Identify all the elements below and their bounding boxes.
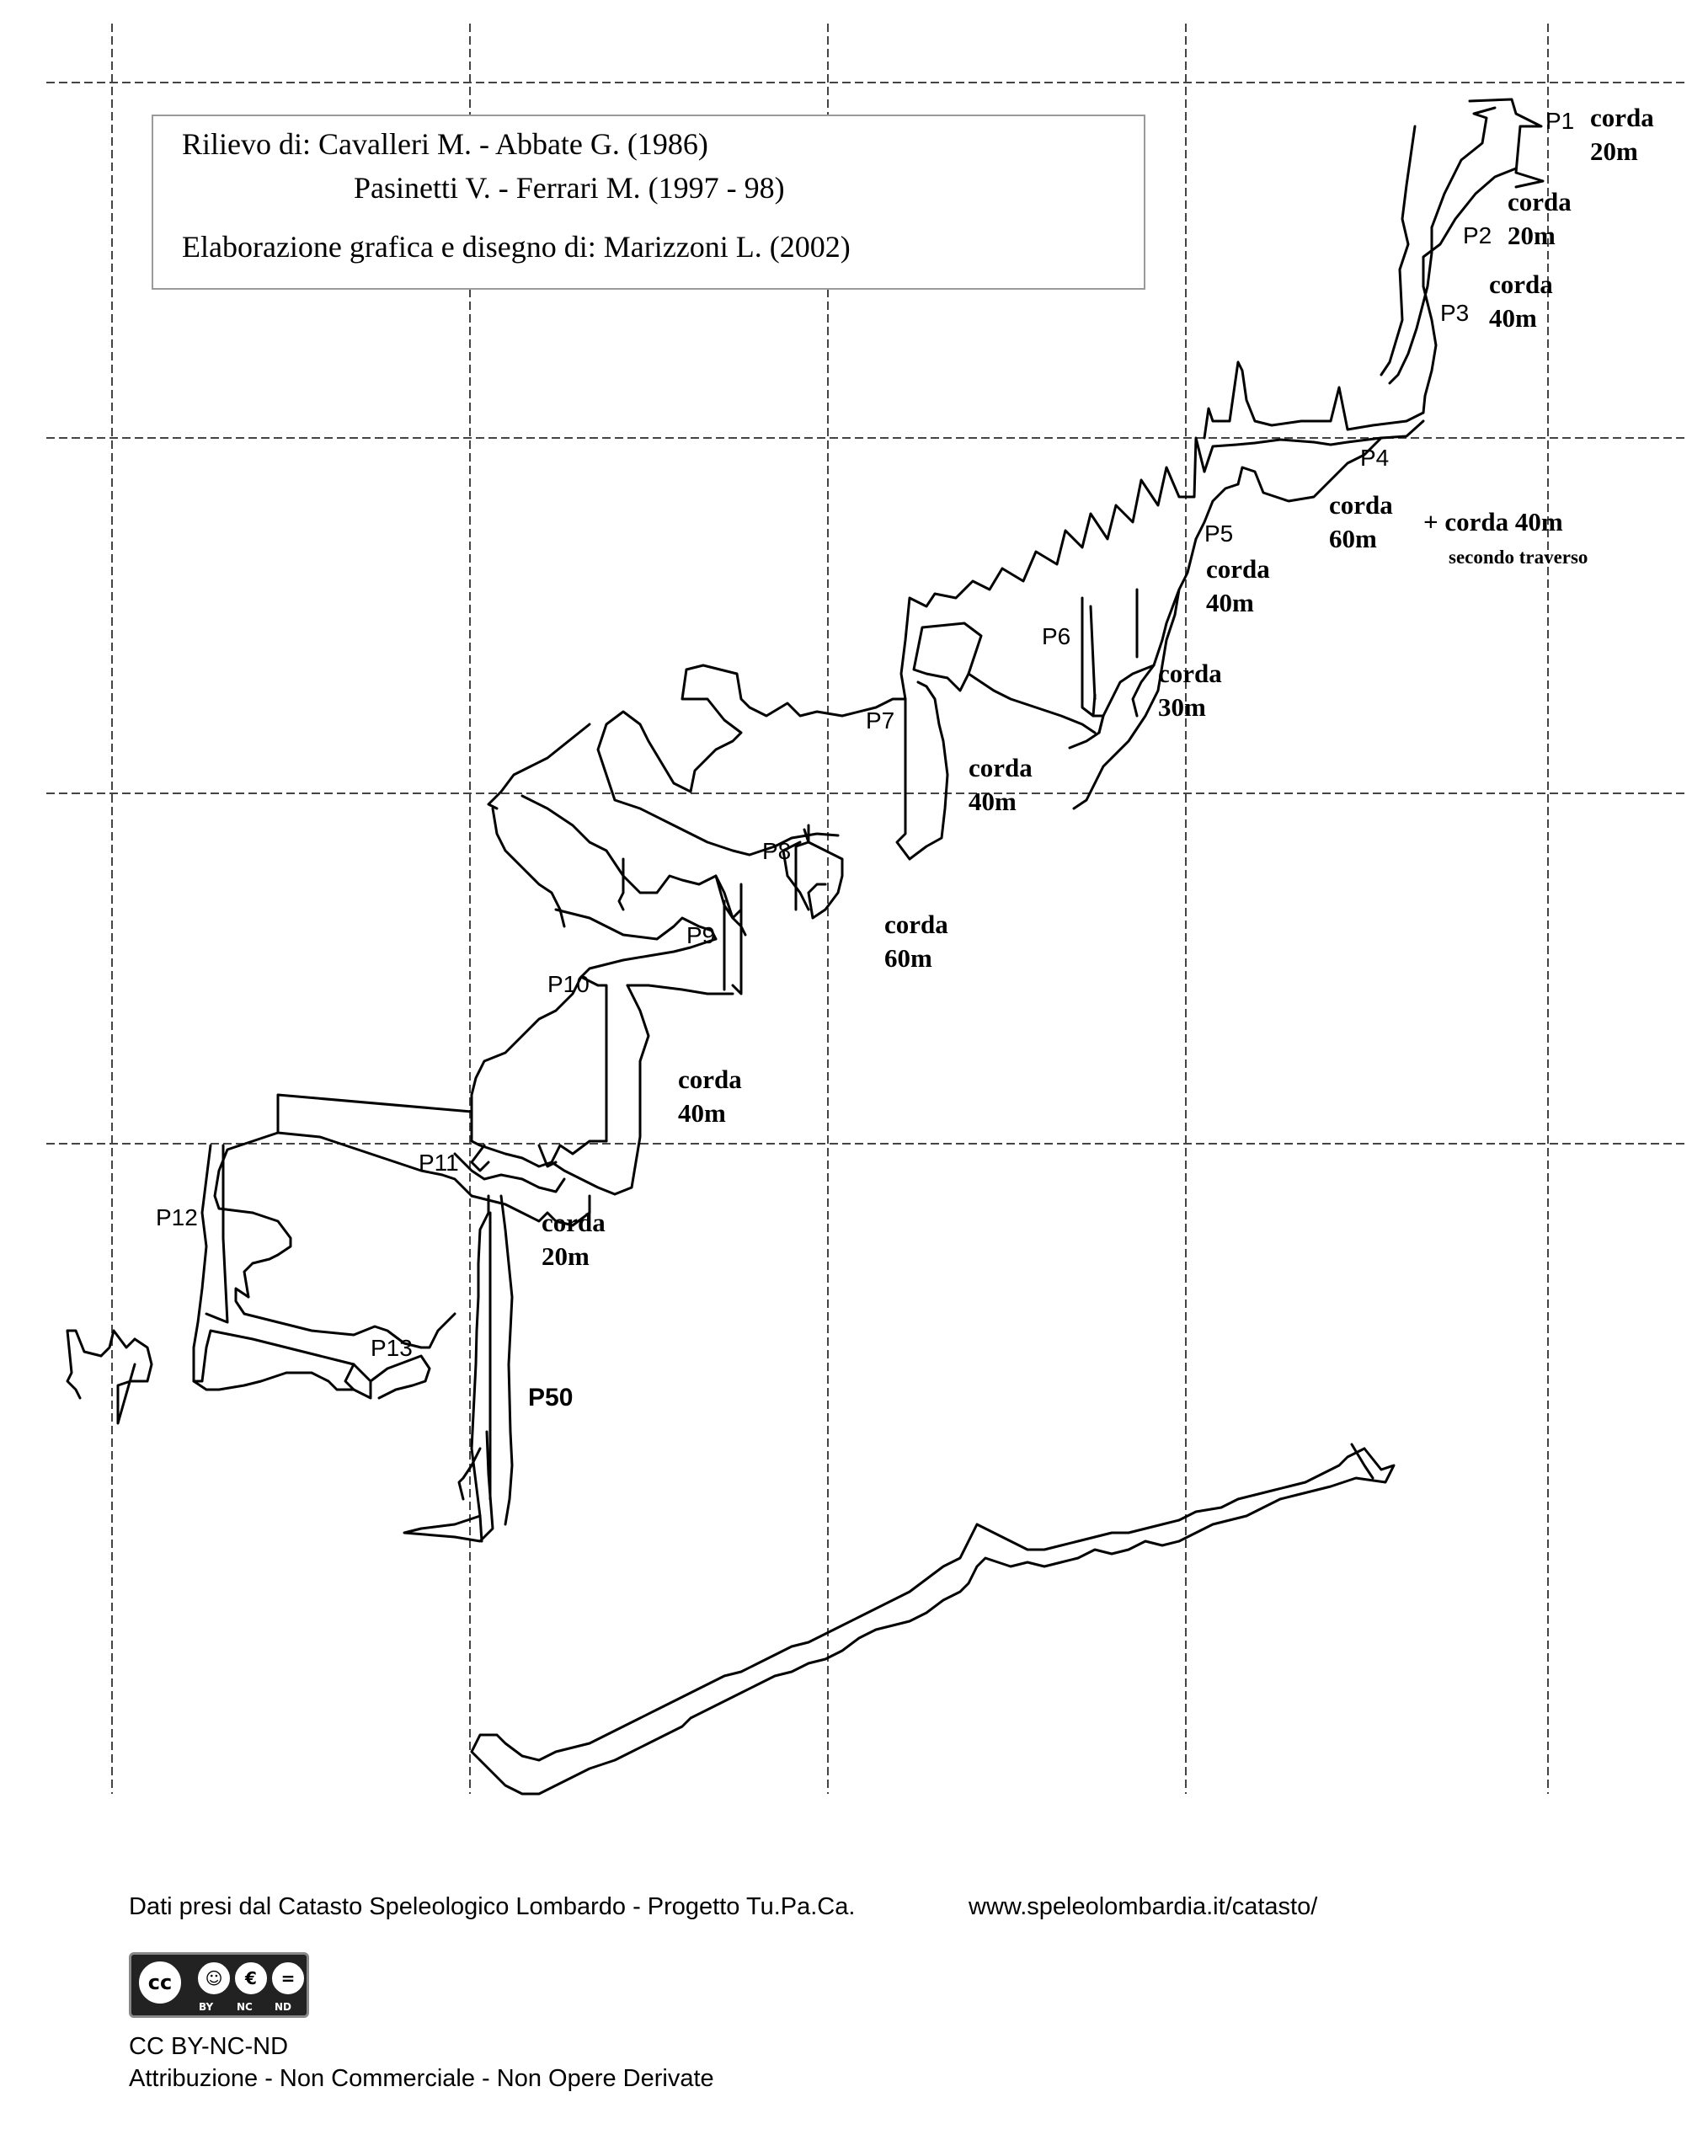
source-url: www.speleolombardia.it/catasto/: [969, 1893, 1318, 1920]
license-code: CC BY-NC-ND: [129, 2033, 289, 2060]
rope-label-3: [1489, 268, 1553, 335]
rope-word: corda: [1489, 270, 1553, 299]
pit-label-p6: P6: [1042, 623, 1071, 649]
rope-word: corda: [1329, 490, 1393, 520]
cc-icon: cc: [136, 1959, 184, 2006]
pit-label-p12: P12: [156, 1204, 198, 1230]
pit-label-p10: P10: [547, 971, 590, 997]
source-note: Dati presi dal Catasto Speleologico Lombardo - Progetto Tu.Pa.Ca.: [129, 1893, 856, 1920]
rope-label-2: [1508, 185, 1572, 253]
rope-label-4-extra: + corda 40m: [1423, 507, 1563, 536]
rope-length: 20m: [1508, 221, 1556, 250]
badge-by-text: BY: [199, 2001, 214, 2013]
rope-length: 60m: [884, 943, 932, 973]
rope-label-10: [542, 1206, 606, 1273]
credits-line-1: Rilievo di: Cavalleri M. - Abbate G. (1986): [182, 127, 708, 161]
rope-word: corda: [678, 1065, 742, 1094]
rope-label-8: [884, 908, 948, 975]
rope-length: 40m: [1206, 588, 1254, 617]
rope-label-4: [1329, 488, 1393, 556]
rope-word: corda: [542, 1208, 606, 1237]
rope-label-5: [1206, 552, 1270, 620]
pit-label-p1: P1: [1545, 108, 1575, 134]
cave-passages: [67, 99, 1543, 1794]
pit-label-p3: P3: [1440, 300, 1470, 326]
rope-label-1: [1590, 101, 1654, 168]
rope-length: 40m: [678, 1098, 726, 1128]
pit-label-p11: P11: [419, 1150, 459, 1176]
rope-word: corda: [969, 753, 1033, 782]
badge-nc-text: NC: [237, 2001, 253, 2013]
rope-word: corda: [1206, 554, 1270, 584]
badge-nd-text: ND: [275, 2001, 292, 2013]
rope-length: 20m: [1590, 136, 1638, 166]
credits-line-2: Pasinetti V. - Ferrari M. (1997 - 98): [354, 171, 785, 205]
credits-line-3: Elaborazione grafica e disegno di: Marizzoni L. (2002): [182, 230, 851, 264]
rope-length: 60m: [1329, 524, 1377, 553]
pit-label-p2: P2: [1463, 222, 1492, 248]
pit-label-p4: P4: [1360, 445, 1390, 471]
pit-label-p5: P5: [1204, 520, 1234, 547]
rope-label-9: [678, 1063, 742, 1130]
rope-label-6: [1158, 657, 1222, 724]
attribution-icon: ☺: [195, 1960, 232, 1997]
pit-label-p7: P7: [866, 707, 895, 734]
rope-word: corda: [1590, 103, 1654, 132]
license-text: Attribuzione - Non Commerciale - Non Opere Derivate: [129, 2065, 714, 2092]
noderivatives-icon: =: [270, 1960, 307, 1997]
rope-word: corda: [884, 910, 948, 939]
rope-label-7: [969, 751, 1033, 819]
rope-length: 40m: [1489, 303, 1537, 333]
rope-length: 20m: [542, 1241, 590, 1271]
pit-label-p9: P9: [686, 922, 716, 948]
rope-length: 40m: [969, 787, 1017, 816]
pit-label-p8: P8: [762, 838, 792, 864]
pit-label-p13: P13: [371, 1335, 413, 1361]
rope-word: corda: [1508, 187, 1572, 216]
pit-label-p50: P50: [528, 1384, 574, 1412]
rope-length: 30m: [1158, 692, 1206, 722]
rope-label-4-note: secondo traverso: [1449, 547, 1588, 568]
cc-license-badge: [129, 1952, 309, 2018]
rope-word: corda: [1158, 659, 1222, 688]
noncommercial-icon: €: [232, 1960, 270, 1997]
